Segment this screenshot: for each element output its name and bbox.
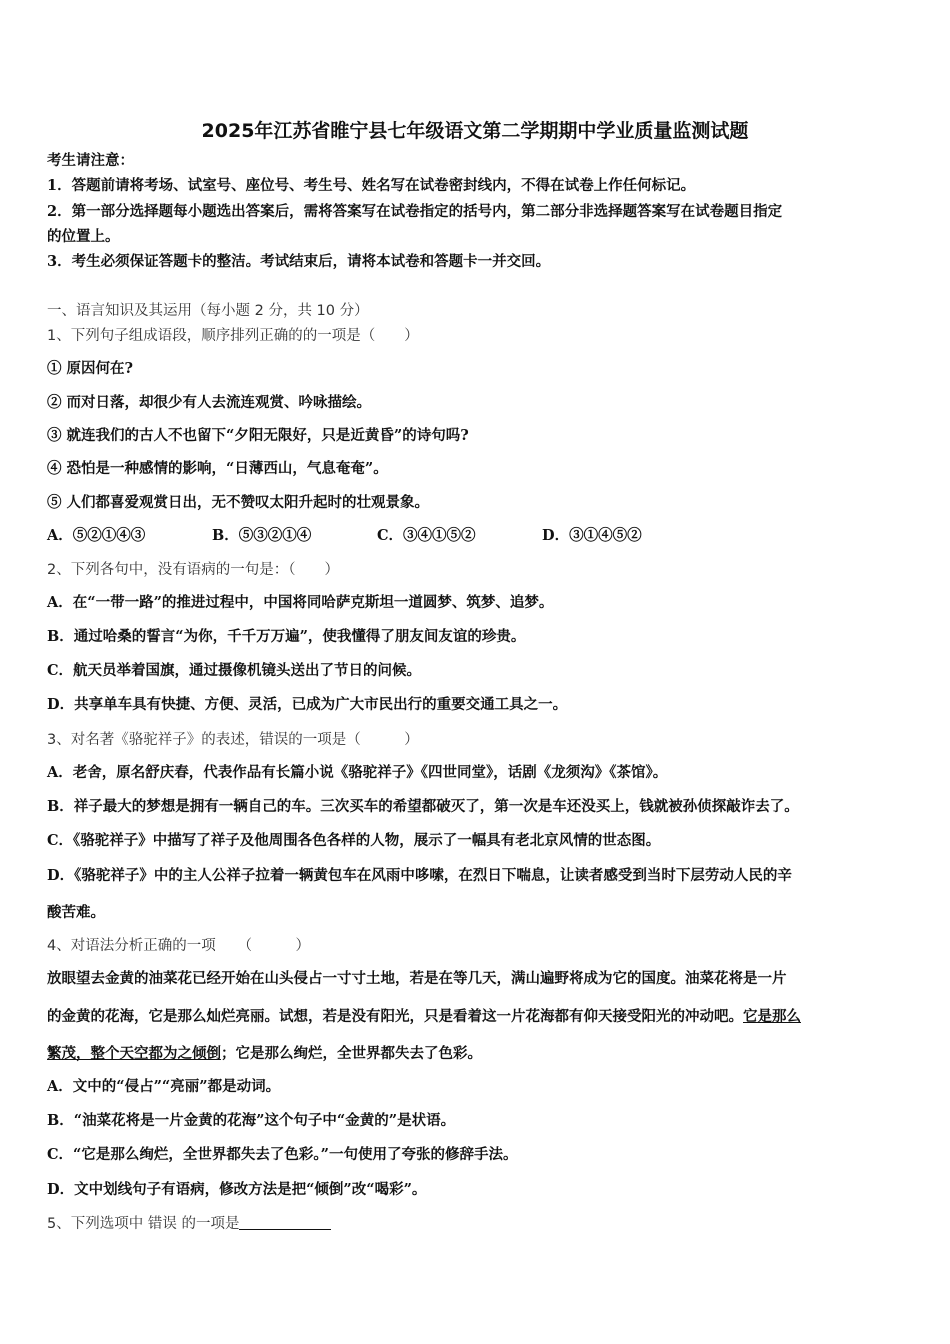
answer-blank[interactable] [239,1215,331,1230]
notice-item: 1．答题前请将考场、试室号、座位号、考生号、姓名写在试卷密封线内，不得在试卷上作任何标记。 [47,177,696,194]
q4-passage-line: 放眼望去金黄的油菜花已经开始在山头侵占一寸寸土地，若是在等几天，满山遍野将成为它的国度。油菜花将是一片 [47,970,787,987]
q4-underlined-sentence: 它是那么 [743,1008,801,1025]
notice-item: 3．考生必须保证答题卡的整洁。考试结束后，请将本试卷和答题卡一并交回。 [47,253,551,270]
question-3-stem: 3、对名著《骆驼祥子》的表述，错误的一项是（ ） [47,732,419,748]
q4-passage-text: ；它是那么绚烂，全世界都失去了色彩。 [221,1045,482,1062]
q1-option-b[interactable]: B．⑤③②①④ [212,527,312,544]
notice-item: 的位置上。 [47,228,120,245]
q1-option-d[interactable]: D．③①④⑤② [542,527,642,544]
q2-option-a[interactable]: A．在“一带一路”的推进过程中，中国将同哈萨克斯坦一道圆梦、筑梦、追梦。 [47,594,554,611]
q2-option-b[interactable]: B．通过哈桑的誓言“为你，千千万万遍”，使我懂得了朋友间友谊的珍贵。 [47,628,526,645]
q4-option-a[interactable]: A．文中的“侵占”“亮丽”都是动词。 [47,1078,281,1095]
q3-option-c[interactable]: C．《骆驼祥子》中描写了祥子及他周围各色各样的人物，展示了一幅具有老北京风情的世态图。 [47,832,661,849]
q2-option-c[interactable]: C．航天员举着国旗，通过摄像机镜头送出了节日的问候。 [47,662,422,679]
q1-sentence: ① 原因何在? [47,360,134,377]
question-5-stem [47,1214,331,1234]
q3-option-a[interactable]: A．老舍，原名舒庆春，代表作品有长篇小说《骆驼祥子》《四世同堂》，话剧《龙须沟》《茶馆》。 [47,764,668,781]
notice-item: 2．第一部分选择题每小题选出答案后，需将答案写在试卷指定的括号内，第二部分非选择题答案写在试卷题目指定 [47,203,783,220]
question-4-stem: 4、对语法分析正确的一项 （ ） [47,938,310,954]
q1-option-a[interactable]: A．⑤②①④③ [47,527,146,544]
q1-sentence: ④ 恐怕是一种感情的影响，“日薄西山，气息奄奄”。 [47,460,388,477]
q4-option-c[interactable]: C．“它是那么绚烂，全世界都失去了色彩。”一句使用了夸张的修辞手法。 [47,1146,518,1163]
notice-heading: 考生请注意： [47,152,134,169]
q4-option-d[interactable]: D．文中划线句子有语病，修改方法是把“倾倒”改“喝彩”。 [47,1181,427,1198]
q4-option-b[interactable]: B．“油菜花将是一片金黄的花海”这个句子中“金黄的”是状语。 [47,1112,456,1129]
q1-sentence: ③ 就连我们的古人不也留下“夕阳无限好，只是近黄昏”的诗句吗? [47,427,469,444]
question-2-stem: 2、下列各句中，没有语病的一句是：（ ） [47,562,339,578]
section-heading: 一、语言知识及其运用（每小题 2 分，共 10 分） [47,303,369,319]
question-1-stem: 1、下列句子组成语段，顺序排列正确的的一项是（ ） [47,328,419,344]
q2-option-d[interactable]: D．共享单车具有快捷、方便、灵活，已成为广大市民出行的重要交通工具之一。 [47,696,568,713]
q4-passage-line [47,1007,801,1027]
q1-options [47,526,707,546]
q3-option-d-continued: 酸苦难。 [47,904,105,921]
q1-sentence: ⑤ 人们都喜爱观赏日出，无不赞叹太阳升起时的壮观景象。 [47,494,430,511]
q5-stem-text: 5、下列选项中 错误 的一项是 [47,1216,240,1232]
q1-option-c[interactable]: C．③④①⑤② [377,527,476,544]
q4-passage-text: 的金黄的花海，它是那么灿烂亮丽。试想，若是没有阳光，只是看着这一片花海都有仰天接受阳光的冲动吧。 [47,1008,743,1025]
q4-passage-line [47,1044,482,1064]
q3-option-d[interactable]: D．《骆驼祥子》中的主人公祥子拉着一辆黄包车在风雨中哆嗦，在烈日下喘息，让读者感受到当时下层劳动人民的辛 [47,867,792,884]
q1-sentence: ② 而对日落，却很少有人去流连观赏、吟咏描绘。 [47,394,372,411]
page-title: 2025年江苏省睢宁县七年级语文第二学期期中学业质量监测试题 [201,120,749,142]
q4-underlined-sentence: 繁茂，整个天空都为之倾倒 [47,1045,221,1062]
q3-option-b[interactable]: B．祥子最大的梦想是拥有一辆自己的车。三次买车的希望都破灭了，第一次是车还没买上，钱就被孙侦探敲诈去了。 [47,798,799,815]
